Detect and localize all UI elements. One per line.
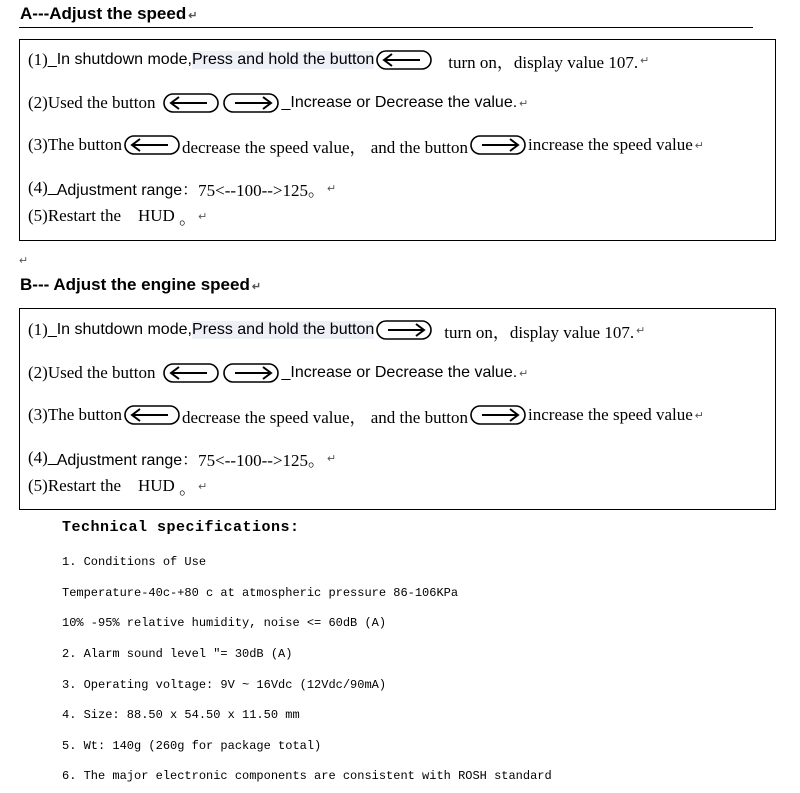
spec-item: Temperature-40c-+80 c at atmospheric pressure 86-106KPa (62, 586, 459, 600)
right-arrow-button-icon (376, 320, 432, 340)
paragraph-return-mark-icon: ↵ (198, 210, 208, 223)
spec-item: 1. Conditions of Use (62, 555, 207, 569)
spec-item: 6. The major electronic components are consistent with ROSH standard (62, 769, 552, 783)
right-arrow-button-icon (470, 405, 526, 425)
right-arrow-button-icon (470, 135, 526, 155)
paragraph-return-mark-icon: ↵ (326, 452, 337, 465)
left-arrow-button-icon (124, 405, 180, 425)
spec-item: 10% -95% relative humidity, noise <= 60dB (A) (62, 616, 387, 630)
paragraph-return-mark-icon: ↵ (198, 480, 208, 493)
section-b-box (19, 308, 776, 510)
paragraph-return-mark-icon: ↵ (694, 139, 704, 152)
section-b-line-4: (4) _ Adjustment range： 75<--100-->125。 ↵ (28, 448, 337, 470)
spec-item: 2. Alarm sound level "= 30dB (A) (62, 647, 293, 661)
section-b-line-3: (3) The button decrease the speed value， and the button increase the speed value ↵ (28, 405, 704, 427)
paragraph-return-mark-icon: ↵ (519, 97, 529, 110)
left-arrow-button-icon (163, 363, 219, 383)
paragraph-return-mark-icon: ↵ (188, 10, 198, 22)
spec-item: 3. Operating voltage: 9V ~ 16Vdc (12Vdc/90mA) (62, 678, 387, 692)
section-a-line-5: (5) Restart the HUD 。 ↵ (28, 206, 208, 228)
paragraph-return-mark-icon: ↵ (19, 255, 29, 267)
right-arrow-button-icon (223, 363, 279, 383)
section-a-line-2: (2) Used the button _Increase or Decrease the value. ↵ (28, 93, 529, 112)
section-b-line-2: (2) Used the button _Increase or Decrease the value. ↵ (28, 363, 529, 382)
paragraph-return-mark-icon: ↵ (251, 281, 262, 293)
paragraph-return-mark-icon: ↵ (694, 409, 704, 422)
section-a-underline (19, 27, 753, 28)
specs-title: Technical specifications: (62, 519, 300, 536)
section-a-line-1: (1) _ In shutdown mode, Press and hold the button turn on，display value 107. ↵ (28, 50, 650, 72)
spec-item: 5. Wt: 140g (260g for package total) (62, 739, 322, 753)
right-arrow-button-icon (223, 93, 279, 113)
section-b-line-1: (1) _ In shutdown mode, Press and hold the button turn on，display value 107. ↵ (28, 320, 646, 342)
section-b-line-5: (5) Restart the HUD 。 ↵ (28, 476, 208, 498)
left-arrow-button-icon (124, 135, 180, 155)
section-a-box (19, 39, 776, 241)
spec-item: 4. Size: 88.50 x 54.50 x 11.50 mm (62, 708, 300, 722)
paragraph-return-mark-icon: ↵ (519, 367, 529, 380)
section-a-heading: A---Adjust the speed ↵ (20, 4, 198, 23)
left-arrow-button-icon (163, 93, 219, 113)
section-a-line-3: (3) The button decrease the speed value， and the button increase the speed value ↵ (28, 135, 704, 157)
left-arrow-button-icon (376, 50, 432, 70)
section-b-heading: B--- Adjust the engine speed ↵ (20, 275, 262, 294)
paragraph-return-mark-icon: ↵ (636, 324, 646, 337)
paragraph-return-mark-icon: ↵ (326, 182, 337, 195)
section-a-line-4: (4) _ Adjustment range： 75<--100-->125。 ↵ (28, 178, 337, 200)
paragraph-return-mark-icon: ↵ (640, 54, 650, 67)
